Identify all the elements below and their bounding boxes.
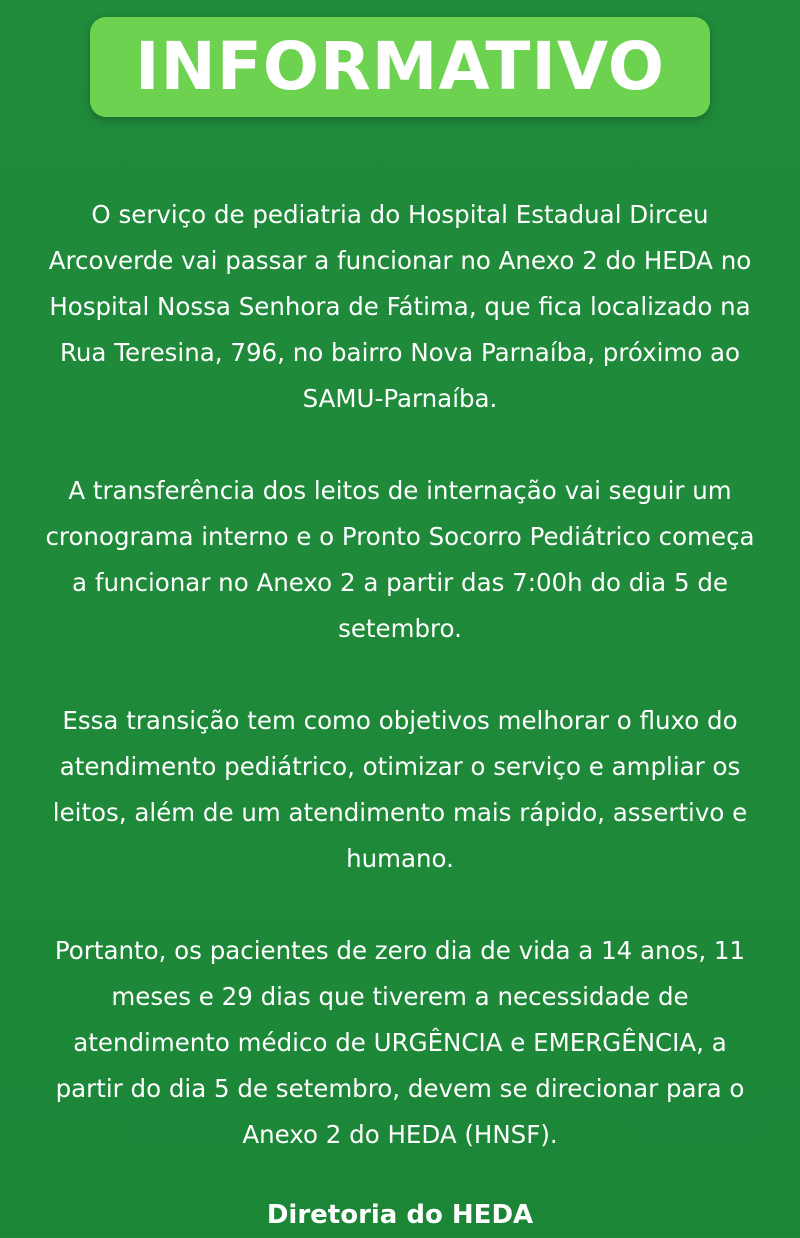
paragraph-schedule: A transferência dos leitos de internação vai seguir um cronograma interno e o Pronto Socorro Pediátrico começa a funcionar no Anexo 2 a partir das 7:00h do dia 5 de setembro.	[45, 476, 755, 643]
title-banner	[90, 17, 710, 117]
paragraph-location: O serviço de pediatria do Hospital Estadual Dirceu Arcoverde vai passar a funcionar no Anexo 2 do HEDA no Hospital Nossa Senhora de Fátima, que fica localizado na Rua Teresina, 796, no bairro Nova Parnaíba, próximo ao SAMU-Parnaíba.	[48, 200, 752, 413]
notice-body	[40, 192, 760, 1204]
page-title: INFORMATIVO	[134, 28, 666, 105]
signature: Diretoria do HEDA	[266, 1200, 534, 1230]
paragraph-patients: Portanto, os pacientes de zero dia de vida a 14 anos, 11 meses e 29 dias que tiverem a necessidade de atendimento médico de URGÊNCIA e EMERGÊNCIA, a partir do dia 5 de setembro, devem se direcionar para o Anexo 2 do HEDA (HNSF).	[54, 936, 746, 1149]
paragraph-objectives: Essa transição tem como objetivos melhorar o fluxo do atendimento pediátrico, otimizar o serviço e ampliar os leitos, além de um atendimento mais rápido, assertivo e humano.	[52, 706, 748, 873]
